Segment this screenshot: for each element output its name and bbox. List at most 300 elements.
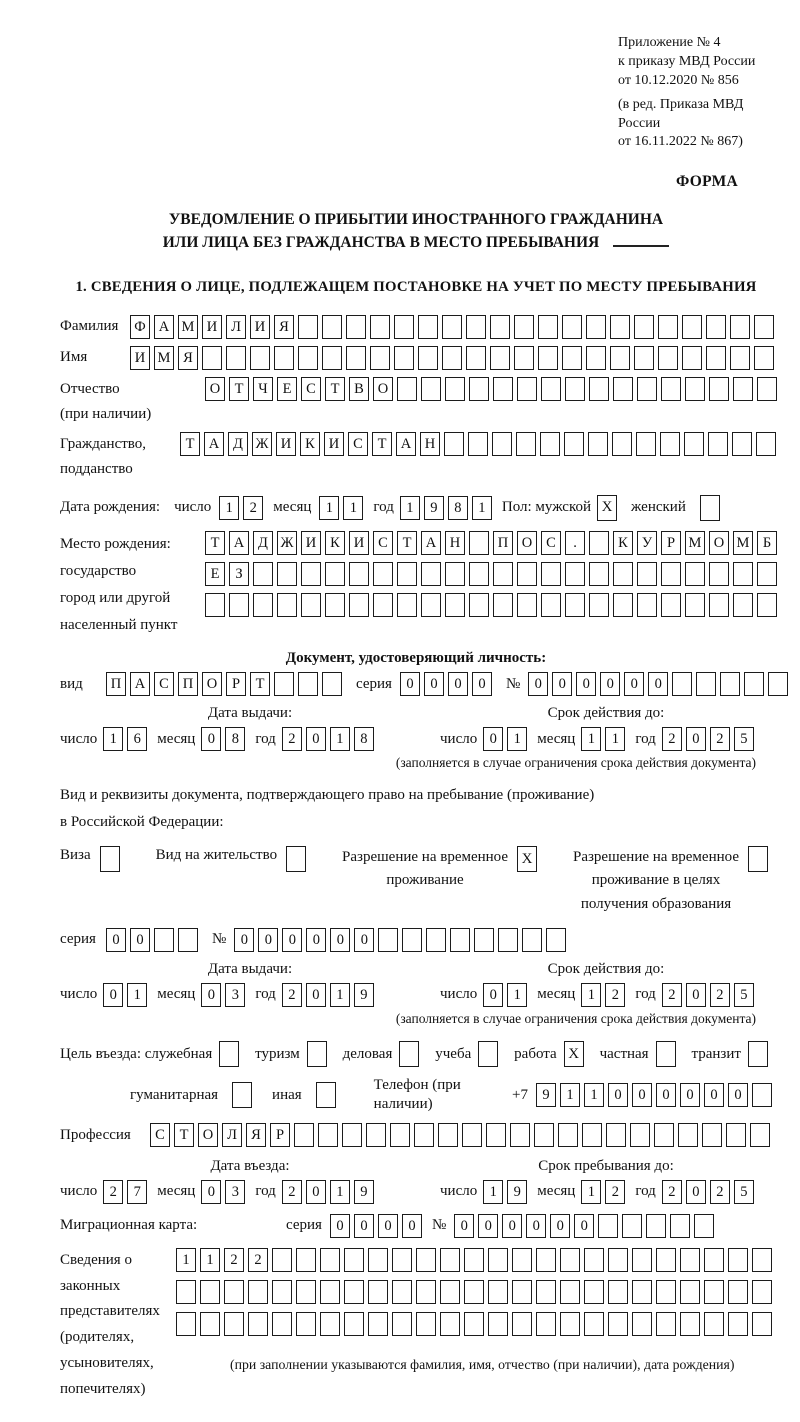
char-cell[interactable]: 0: [282, 928, 302, 952]
char-cell[interactable]: 2: [605, 1180, 625, 1204]
char-cell[interactable]: [466, 315, 486, 339]
char-cell[interactable]: [253, 593, 273, 617]
char-cell[interactable]: [708, 432, 728, 456]
char-cell[interactable]: [325, 562, 345, 586]
char-cell[interactable]: [728, 1280, 748, 1304]
char-cell[interactable]: [378, 928, 398, 952]
char-cell[interactable]: [672, 672, 692, 696]
char-cell[interactable]: [684, 432, 704, 456]
char-cell[interactable]: [613, 562, 633, 586]
char-cell[interactable]: [636, 432, 656, 456]
char-cell[interactable]: [682, 315, 702, 339]
char-cell[interactable]: 2: [282, 727, 302, 751]
purpose-business-checkbox[interactable]: [399, 1041, 419, 1067]
char-cell[interactable]: 1: [483, 1180, 503, 1204]
char-cell[interactable]: [462, 1123, 482, 1147]
char-cell[interactable]: [464, 1312, 484, 1336]
char-cell[interactable]: [298, 672, 318, 696]
female-checkbox[interactable]: [700, 495, 720, 521]
char-cell[interactable]: О: [517, 531, 537, 555]
char-cell[interactable]: [464, 1280, 484, 1304]
char-cell[interactable]: 0: [354, 1214, 374, 1238]
char-cell[interactable]: [517, 593, 537, 617]
char-cell[interactable]: 8: [225, 727, 245, 751]
char-cell[interactable]: [438, 1123, 458, 1147]
char-cell[interactable]: [728, 1312, 748, 1336]
char-cell[interactable]: [565, 562, 585, 586]
char-cell[interactable]: 2: [662, 727, 682, 751]
char-cell[interactable]: [392, 1248, 412, 1272]
char-cell[interactable]: [754, 315, 774, 339]
char-cell[interactable]: 0: [103, 983, 123, 1007]
char-cell[interactable]: [685, 562, 705, 586]
char-cell[interactable]: 1: [103, 727, 123, 751]
char-cell[interactable]: 2: [248, 1248, 268, 1272]
char-cell[interactable]: 0: [686, 1180, 706, 1204]
char-cell[interactable]: [296, 1312, 316, 1336]
char-cell[interactable]: [277, 562, 297, 586]
char-cell[interactable]: [469, 531, 489, 555]
char-cell[interactable]: [658, 346, 678, 370]
char-cell[interactable]: [632, 1248, 652, 1272]
char-cell[interactable]: 0: [201, 727, 221, 751]
char-cell[interactable]: [541, 377, 561, 401]
char-cell[interactable]: [744, 672, 764, 696]
purpose-tourism-checkbox[interactable]: [307, 1041, 327, 1067]
char-cell[interactable]: [752, 1312, 772, 1336]
char-cell[interactable]: [414, 1123, 434, 1147]
char-cell[interactable]: [514, 346, 534, 370]
char-cell[interactable]: Л: [226, 315, 246, 339]
char-cell[interactable]: А: [130, 672, 150, 696]
char-cell[interactable]: 0: [704, 1083, 724, 1107]
char-cell[interactable]: 0: [483, 727, 503, 751]
char-cell[interactable]: 0: [378, 1214, 398, 1238]
char-cell[interactable]: [622, 1214, 642, 1238]
char-cell[interactable]: С: [301, 377, 321, 401]
char-cell[interactable]: Р: [226, 672, 246, 696]
char-cell[interactable]: [469, 593, 489, 617]
char-cell[interactable]: 8: [354, 727, 374, 751]
char-cell[interactable]: П: [493, 531, 513, 555]
char-cell[interactable]: 5: [734, 727, 754, 751]
char-cell[interactable]: 0: [330, 928, 350, 952]
temp-residence-edu-checkbox[interactable]: [748, 846, 768, 872]
char-cell[interactable]: Т: [180, 432, 200, 456]
char-cell[interactable]: [586, 315, 606, 339]
char-cell[interactable]: 5: [734, 983, 754, 1007]
char-cell[interactable]: [469, 377, 489, 401]
char-cell[interactable]: 0: [306, 983, 326, 1007]
char-cell[interactable]: 1: [176, 1248, 196, 1272]
char-cell[interactable]: [512, 1312, 532, 1336]
char-cell[interactable]: [274, 346, 294, 370]
char-cell[interactable]: [613, 593, 633, 617]
char-cell[interactable]: И: [301, 531, 321, 555]
char-cell[interactable]: 1: [581, 1180, 601, 1204]
char-cell[interactable]: [541, 562, 561, 586]
char-cell[interactable]: [660, 432, 680, 456]
char-cell[interactable]: А: [421, 531, 441, 555]
char-cell[interactable]: 2: [282, 1180, 302, 1204]
char-cell[interactable]: [344, 1312, 364, 1336]
char-cell[interactable]: [534, 1123, 554, 1147]
char-cell[interactable]: 5: [734, 1180, 754, 1204]
char-cell[interactable]: [445, 377, 465, 401]
char-cell[interactable]: 1: [581, 983, 601, 1007]
char-cell[interactable]: М: [685, 531, 705, 555]
char-cell[interactable]: К: [300, 432, 320, 456]
char-cell[interactable]: С: [154, 672, 174, 696]
char-cell[interactable]: 1: [127, 983, 147, 1007]
char-cell[interactable]: [272, 1312, 292, 1336]
char-cell[interactable]: [608, 1280, 628, 1304]
char-cell[interactable]: [294, 1123, 314, 1147]
char-cell[interactable]: 1: [584, 1083, 604, 1107]
char-cell[interactable]: [610, 315, 630, 339]
char-cell[interactable]: [538, 315, 558, 339]
char-cell[interactable]: Е: [205, 562, 225, 586]
char-cell[interactable]: [318, 1123, 338, 1147]
char-cell[interactable]: [394, 346, 414, 370]
char-cell[interactable]: [720, 672, 740, 696]
char-cell[interactable]: [630, 1123, 650, 1147]
char-cell[interactable]: [589, 377, 609, 401]
char-cell[interactable]: С: [541, 531, 561, 555]
char-cell[interactable]: [589, 531, 609, 555]
char-cell[interactable]: 0: [624, 672, 644, 696]
char-cell[interactable]: [752, 1248, 772, 1272]
char-cell[interactable]: [637, 377, 657, 401]
char-cell[interactable]: [517, 562, 537, 586]
char-cell[interactable]: [322, 672, 342, 696]
char-cell[interactable]: 3: [225, 983, 245, 1007]
char-cell[interactable]: [540, 432, 560, 456]
char-cell[interactable]: 1: [400, 496, 420, 520]
char-cell[interactable]: [730, 315, 750, 339]
char-cell[interactable]: [301, 562, 321, 586]
purpose-private-checkbox[interactable]: [656, 1041, 676, 1067]
char-cell[interactable]: Т: [397, 531, 417, 555]
char-cell[interactable]: [586, 346, 606, 370]
char-cell[interactable]: 0: [400, 672, 420, 696]
char-cell[interactable]: [558, 1123, 578, 1147]
char-cell[interactable]: [325, 593, 345, 617]
char-cell[interactable]: [646, 1214, 666, 1238]
char-cell[interactable]: 0: [330, 1214, 350, 1238]
char-cell[interactable]: 2: [710, 1180, 730, 1204]
char-cell[interactable]: [178, 928, 198, 952]
char-cell[interactable]: [756, 432, 776, 456]
char-cell[interactable]: [510, 1123, 530, 1147]
char-cell[interactable]: Р: [270, 1123, 290, 1147]
char-cell[interactable]: К: [325, 531, 345, 555]
char-cell[interactable]: 1: [319, 496, 339, 520]
char-cell[interactable]: М: [154, 346, 174, 370]
char-cell[interactable]: 0: [354, 928, 374, 952]
char-cell[interactable]: [368, 1280, 388, 1304]
char-cell[interactable]: [349, 593, 369, 617]
char-cell[interactable]: 0: [550, 1214, 570, 1238]
char-cell[interactable]: [634, 346, 654, 370]
char-cell[interactable]: [416, 1312, 436, 1336]
char-cell[interactable]: [490, 315, 510, 339]
char-cell[interactable]: [512, 1280, 532, 1304]
char-cell[interactable]: [301, 593, 321, 617]
char-cell[interactable]: [253, 562, 273, 586]
char-cell[interactable]: М: [733, 531, 753, 555]
char-cell[interactable]: 0: [454, 1214, 474, 1238]
char-cell[interactable]: [277, 593, 297, 617]
char-cell[interactable]: 3: [225, 1180, 245, 1204]
char-cell[interactable]: [442, 315, 462, 339]
char-cell[interactable]: [498, 928, 518, 952]
char-cell[interactable]: [176, 1280, 196, 1304]
char-cell[interactable]: [274, 672, 294, 696]
char-cell[interactable]: [538, 346, 558, 370]
char-cell[interactable]: 0: [306, 928, 326, 952]
char-cell[interactable]: 6: [127, 727, 147, 751]
char-cell[interactable]: Н: [445, 531, 465, 555]
char-cell[interactable]: 0: [472, 672, 492, 696]
char-cell[interactable]: [488, 1312, 508, 1336]
char-cell[interactable]: [613, 377, 633, 401]
char-cell[interactable]: [272, 1280, 292, 1304]
char-cell[interactable]: 9: [507, 1180, 527, 1204]
char-cell[interactable]: [440, 1280, 460, 1304]
char-cell[interactable]: .: [565, 531, 585, 555]
char-cell[interactable]: [450, 928, 470, 952]
char-cell[interactable]: [516, 432, 536, 456]
char-cell[interactable]: [514, 315, 534, 339]
char-cell[interactable]: [750, 1123, 770, 1147]
char-cell[interactable]: 0: [478, 1214, 498, 1238]
char-cell[interactable]: 0: [728, 1083, 748, 1107]
char-cell[interactable]: 2: [605, 983, 625, 1007]
char-cell[interactable]: [421, 377, 441, 401]
char-cell[interactable]: [517, 377, 537, 401]
char-cell[interactable]: [421, 593, 441, 617]
char-cell[interactable]: [488, 1280, 508, 1304]
char-cell[interactable]: [490, 346, 510, 370]
char-cell[interactable]: У: [637, 531, 657, 555]
purpose-study-checkbox[interactable]: [478, 1041, 498, 1067]
char-cell[interactable]: [296, 1248, 316, 1272]
char-cell[interactable]: [474, 928, 494, 952]
char-cell[interactable]: [685, 593, 705, 617]
char-cell[interactable]: [706, 346, 726, 370]
char-cell[interactable]: [370, 346, 390, 370]
char-cell[interactable]: [704, 1248, 724, 1272]
char-cell[interactable]: [670, 1214, 690, 1238]
char-cell[interactable]: [678, 1123, 698, 1147]
char-cell[interactable]: 1: [605, 727, 625, 751]
char-cell[interactable]: [661, 593, 681, 617]
char-cell[interactable]: [202, 346, 222, 370]
char-cell[interactable]: [176, 1312, 196, 1336]
char-cell[interactable]: [637, 593, 657, 617]
temp-residence-checkbox[interactable]: X: [517, 846, 537, 872]
char-cell[interactable]: Б: [757, 531, 777, 555]
char-cell[interactable]: Я: [178, 346, 198, 370]
char-cell[interactable]: [656, 1312, 676, 1336]
char-cell[interactable]: 0: [526, 1214, 546, 1238]
purpose-official-checkbox[interactable]: [219, 1041, 239, 1067]
char-cell[interactable]: [656, 1280, 676, 1304]
char-cell[interactable]: 2: [662, 983, 682, 1007]
char-cell[interactable]: [394, 315, 414, 339]
char-cell[interactable]: [224, 1280, 244, 1304]
char-cell[interactable]: [418, 346, 438, 370]
char-cell[interactable]: Ф: [130, 315, 150, 339]
char-cell[interactable]: [606, 1123, 626, 1147]
char-cell[interactable]: [440, 1312, 460, 1336]
char-cell[interactable]: И: [349, 531, 369, 555]
char-cell[interactable]: Р: [661, 531, 681, 555]
char-cell[interactable]: [445, 562, 465, 586]
char-cell[interactable]: [680, 1312, 700, 1336]
char-cell[interactable]: 1: [343, 496, 363, 520]
char-cell[interactable]: [565, 593, 585, 617]
char-cell[interactable]: [442, 346, 462, 370]
char-cell[interactable]: [588, 432, 608, 456]
char-cell[interactable]: [512, 1248, 532, 1272]
purpose-work-checkbox[interactable]: X: [564, 1041, 584, 1067]
char-cell[interactable]: [366, 1123, 386, 1147]
char-cell[interactable]: И: [130, 346, 150, 370]
char-cell[interactable]: [733, 377, 753, 401]
char-cell[interactable]: [685, 377, 705, 401]
char-cell[interactable]: [730, 346, 750, 370]
char-cell[interactable]: [416, 1280, 436, 1304]
char-cell[interactable]: Т: [205, 531, 225, 555]
char-cell[interactable]: [373, 593, 393, 617]
char-cell[interactable]: [704, 1312, 724, 1336]
char-cell[interactable]: 0: [402, 1214, 422, 1238]
char-cell[interactable]: 0: [106, 928, 126, 952]
char-cell[interactable]: [637, 562, 657, 586]
char-cell[interactable]: [589, 562, 609, 586]
char-cell[interactable]: [632, 1280, 652, 1304]
char-cell[interactable]: [298, 315, 318, 339]
char-cell[interactable]: [373, 562, 393, 586]
char-cell[interactable]: С: [373, 531, 393, 555]
char-cell[interactable]: Ж: [252, 432, 272, 456]
char-cell[interactable]: [768, 672, 788, 696]
char-cell[interactable]: 1: [472, 496, 492, 520]
visa-checkbox[interactable]: [100, 846, 120, 872]
char-cell[interactable]: [612, 432, 632, 456]
char-cell[interactable]: [584, 1312, 604, 1336]
char-cell[interactable]: [696, 672, 716, 696]
char-cell[interactable]: [466, 346, 486, 370]
char-cell[interactable]: [320, 1280, 340, 1304]
char-cell[interactable]: Ж: [277, 531, 297, 555]
char-cell[interactable]: И: [324, 432, 344, 456]
char-cell[interactable]: [757, 593, 777, 617]
char-cell[interactable]: [709, 562, 729, 586]
char-cell[interactable]: [682, 346, 702, 370]
char-cell[interactable]: [342, 1123, 362, 1147]
char-cell[interactable]: 2: [243, 496, 263, 520]
char-cell[interactable]: С: [150, 1123, 170, 1147]
char-cell[interactable]: И: [276, 432, 296, 456]
char-cell[interactable]: [704, 1280, 724, 1304]
char-cell[interactable]: [444, 432, 464, 456]
char-cell[interactable]: [469, 562, 489, 586]
char-cell[interactable]: К: [613, 531, 633, 555]
char-cell[interactable]: [728, 1248, 748, 1272]
char-cell[interactable]: [205, 593, 225, 617]
char-cell[interactable]: 0: [686, 727, 706, 751]
char-cell[interactable]: И: [250, 315, 270, 339]
char-cell[interactable]: 1: [581, 727, 601, 751]
char-cell[interactable]: [706, 315, 726, 339]
char-cell[interactable]: [493, 377, 513, 401]
char-cell[interactable]: А: [204, 432, 224, 456]
char-cell[interactable]: 8: [448, 496, 468, 520]
char-cell[interactable]: [200, 1280, 220, 1304]
char-cell[interactable]: [661, 377, 681, 401]
char-cell[interactable]: [488, 1248, 508, 1272]
char-cell[interactable]: [562, 315, 582, 339]
char-cell[interactable]: [562, 346, 582, 370]
char-cell[interactable]: [492, 432, 512, 456]
char-cell[interactable]: О: [373, 377, 393, 401]
purpose-humanitarian-checkbox[interactable]: [232, 1082, 252, 1108]
char-cell[interactable]: Т: [229, 377, 249, 401]
char-cell[interactable]: [536, 1280, 556, 1304]
char-cell[interactable]: [421, 562, 441, 586]
char-cell[interactable]: 2: [710, 983, 730, 1007]
char-cell[interactable]: [344, 1248, 364, 1272]
char-cell[interactable]: [702, 1123, 722, 1147]
char-cell[interactable]: 0: [648, 672, 668, 696]
char-cell[interactable]: [426, 928, 446, 952]
char-cell[interactable]: Я: [274, 315, 294, 339]
char-cell[interactable]: [694, 1214, 714, 1238]
char-cell[interactable]: О: [198, 1123, 218, 1147]
char-cell[interactable]: Т: [174, 1123, 194, 1147]
char-cell[interactable]: [680, 1280, 700, 1304]
char-cell[interactable]: О: [205, 377, 225, 401]
char-cell[interactable]: 1: [200, 1248, 220, 1272]
char-cell[interactable]: [320, 1248, 340, 1272]
char-cell[interactable]: [248, 1312, 268, 1336]
char-cell[interactable]: [733, 562, 753, 586]
char-cell[interactable]: Т: [372, 432, 392, 456]
char-cell[interactable]: [757, 562, 777, 586]
char-cell[interactable]: 1: [219, 496, 239, 520]
char-cell[interactable]: [564, 432, 584, 456]
char-cell[interactable]: 1: [507, 983, 527, 1007]
char-cell[interactable]: [661, 562, 681, 586]
char-cell[interactable]: [296, 1280, 316, 1304]
char-cell[interactable]: [654, 1123, 674, 1147]
char-cell[interactable]: [632, 1312, 652, 1336]
char-cell[interactable]: [402, 928, 422, 952]
char-cell[interactable]: 0: [680, 1083, 700, 1107]
char-cell[interactable]: [709, 593, 729, 617]
char-cell[interactable]: 2: [282, 983, 302, 1007]
char-cell[interactable]: 0: [576, 672, 596, 696]
char-cell[interactable]: [346, 346, 366, 370]
char-cell[interactable]: [589, 593, 609, 617]
char-cell[interactable]: Е: [277, 377, 297, 401]
char-cell[interactable]: 2: [224, 1248, 244, 1272]
char-cell[interactable]: 0: [502, 1214, 522, 1238]
char-cell[interactable]: [732, 432, 752, 456]
